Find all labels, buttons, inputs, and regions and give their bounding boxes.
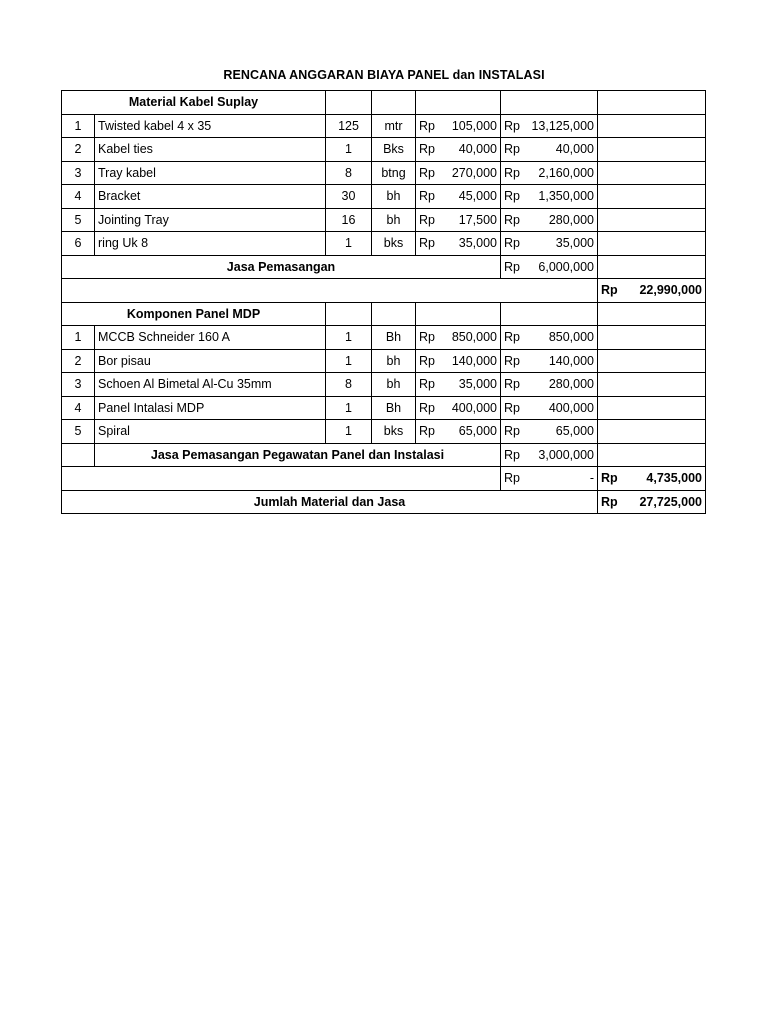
item-total: Rp 850,000 (501, 326, 598, 350)
item-name: Kabel ties (95, 138, 326, 162)
dash-value: Rp - (501, 467, 598, 491)
table-row (62, 114, 706, 138)
table-row (62, 232, 706, 256)
table-row (62, 373, 706, 397)
item-price: Rp 65,000 (416, 420, 501, 444)
item-qty: 30 (326, 185, 372, 209)
item-price: Rp 140,000 (416, 349, 501, 373)
service-amount: Rp 6,000,000 (501, 255, 598, 279)
table-row (62, 420, 706, 444)
table-row (62, 138, 706, 162)
item-price: Rp 35,000 (416, 373, 501, 397)
section1-subtotal: Rp 22,990,000 (598, 279, 706, 303)
grand-total-label: Jumlah Material dan Jasa (62, 490, 598, 514)
item-unit: bh (372, 349, 416, 373)
item-unit: bks (372, 232, 416, 256)
document-title: RENCANA ANGGARAN BIAYA PANEL dan INSTALASI (223, 68, 545, 82)
item-name: ring Uk 8 (95, 232, 326, 256)
item-unit: bh (372, 373, 416, 397)
item-total: Rp 140,000 (501, 349, 598, 373)
item-no: 3 (62, 373, 95, 397)
table-row (62, 396, 706, 420)
item-unit: Bh (372, 326, 416, 350)
service-row (62, 255, 706, 279)
service-amount: Rp 3,000,000 (501, 443, 598, 467)
item-total: Rp 65,000 (501, 420, 598, 444)
item-qty: 16 (326, 208, 372, 232)
item-total: Rp 2,160,000 (501, 161, 598, 185)
item-qty: 8 (326, 373, 372, 397)
item-total: Rp 1,350,000 (501, 185, 598, 209)
item-price: Rp 270,000 (416, 161, 501, 185)
item-total: Rp 280,000 (501, 208, 598, 232)
item-price: Rp 850,000 (416, 326, 501, 350)
item-unit: Bh (372, 396, 416, 420)
item-no: 5 (62, 208, 95, 232)
item-price: Rp 17,500 (416, 208, 501, 232)
table-row (62, 161, 706, 185)
item-no: 2 (62, 138, 95, 162)
table-row (62, 208, 706, 232)
section2-heading: Komponen Panel MDP (62, 302, 326, 326)
service-row (62, 443, 706, 467)
item-qty: 1 (326, 138, 372, 162)
item-qty: 1 (326, 396, 372, 420)
item-name: Tray kabel (95, 161, 326, 185)
grand-total-row (62, 490, 706, 514)
item-qty: 8 (326, 161, 372, 185)
item-no: 3 (62, 161, 95, 185)
item-qty: 1 (326, 420, 372, 444)
item-unit: bh (372, 208, 416, 232)
item-total: Rp 35,000 (501, 232, 598, 256)
subtotal-row (62, 467, 706, 491)
item-name: Bor pisau (95, 349, 326, 373)
item-no: 6 (62, 232, 95, 256)
item-unit: bh (372, 185, 416, 209)
section2-subtotal: Rp 4,735,000 (598, 467, 706, 491)
item-qty: 1 (326, 349, 372, 373)
service-label: Jasa Pemasangan Pegawatan Panel dan Instalasi (95, 443, 501, 467)
item-price: Rp 35,000 (416, 232, 501, 256)
item-unit: bks (372, 420, 416, 444)
table-row (62, 326, 706, 350)
item-unit: mtr (372, 114, 416, 138)
item-total: Rp 13,125,000 (501, 114, 598, 138)
item-name: Panel Intalasi MDP (95, 396, 326, 420)
item-price: Rp 105,000 (416, 114, 501, 138)
subtotal-row (62, 279, 706, 303)
item-name: MCCB Schneider 160 A (95, 326, 326, 350)
item-name: Twisted kabel 4 x 35 (95, 114, 326, 138)
item-name: Bracket (95, 185, 326, 209)
item-no: 1 (62, 326, 95, 350)
section1-heading-row (62, 91, 706, 115)
item-total: Rp 280,000 (501, 373, 598, 397)
item-total: Rp 400,000 (501, 396, 598, 420)
item-no: 1 (62, 114, 95, 138)
item-no: 4 (62, 185, 95, 209)
item-price: Rp 40,000 (416, 138, 501, 162)
table-row (62, 185, 706, 209)
budget-table (61, 90, 706, 514)
item-name: Jointing Tray (95, 208, 326, 232)
item-qty: 125 (326, 114, 372, 138)
item-price: Rp 45,000 (416, 185, 501, 209)
item-total: Rp 40,000 (501, 138, 598, 162)
item-name: Schoen Al Bimetal Al-Cu 35mm (95, 373, 326, 397)
item-price: Rp 400,000 (416, 396, 501, 420)
item-qty: 1 (326, 326, 372, 350)
item-unit: Bks (372, 138, 416, 162)
item-unit: btng (372, 161, 416, 185)
section2-heading-row (62, 302, 706, 326)
service-label: Jasa Pemasangan (62, 255, 501, 279)
item-name: Spiral (95, 420, 326, 444)
item-no: 4 (62, 396, 95, 420)
section1-heading: Material Kabel Suplay (62, 91, 326, 115)
item-qty: 1 (326, 232, 372, 256)
item-no: 2 (62, 349, 95, 373)
item-no: 5 (62, 420, 95, 444)
grand-total-amount: Rp 27,725,000 (598, 490, 706, 514)
table-row (62, 349, 706, 373)
